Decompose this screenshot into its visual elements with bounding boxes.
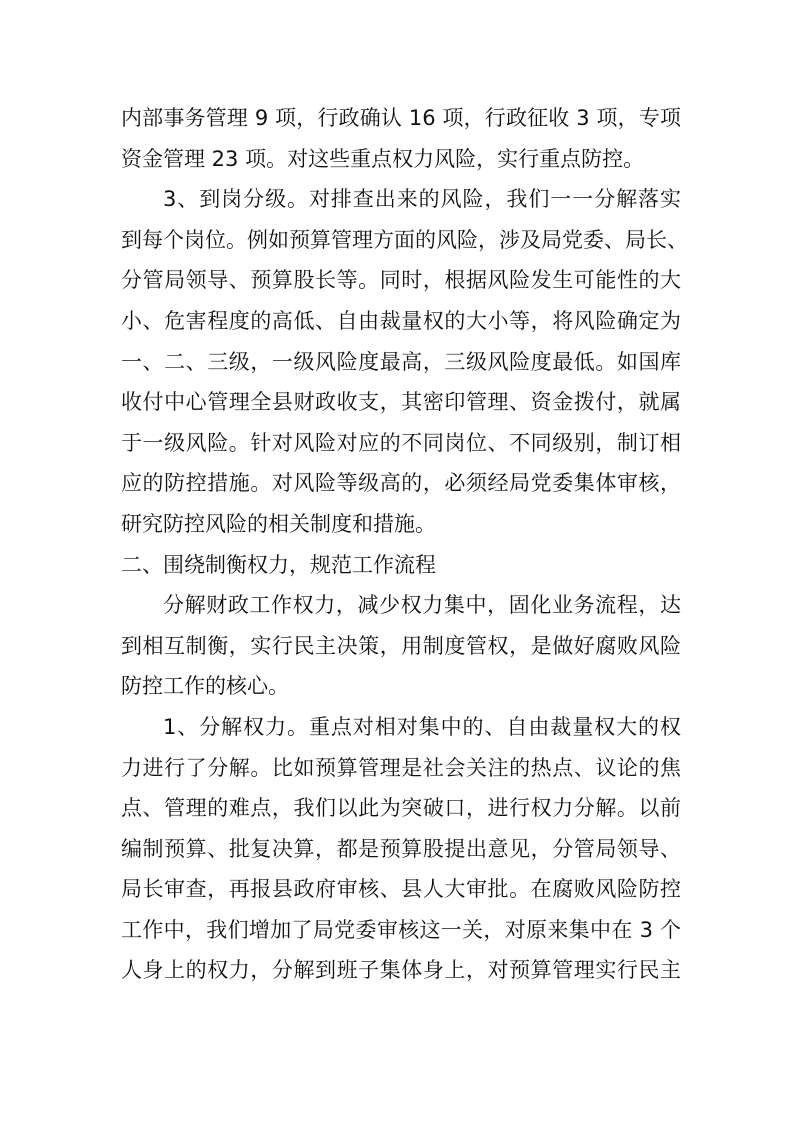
text-line: 内部事务管理 9 项，行政确认 16 项，行政征收 3 项，专项 [121,106,681,130]
text-line: 一、二、三级，一级风险度最高，三级风险度最低。如国库 [121,349,681,374]
text-line: 于一级风险。针对风险对应的不同岗位、不同级别，制订相 [121,430,681,455]
text-line: 小、危害程度的高低、自由裁量权的大小等，将风险确定为 [121,308,681,333]
text-line: 到每个岗位。例如预算管理方面的风险，涉及局党委、局长、 [121,227,688,252]
text-line: 研究防控风险的相关制度和措施。 [121,511,436,536]
document-body [121,98,688,991]
text-line: 分解财政工作权力，减少权力集中，固化业务流程，达 [163,593,681,618]
text-line: 力进行了分解。比如预算管理是社会关注的热点、议论的焦 [121,755,681,780]
text-line: 编制预算、批复决算，都是预算股提出意见，分管局领导、 [121,836,681,861]
text-line: 应的防控措施。对风险等级高的，必须经局党委集体审核， [121,471,681,496]
text-line: 收付中心管理全县财政收支，其密印管理、资金拨付，就属 [121,390,681,415]
text-line: 人身上的权力，分解到班子集体身上，对预算管理实行民主 [121,958,681,983]
text-line: 到相互制衡，实行民主决策，用制度管权，是做好腐败风险 [121,633,681,658]
text-line: 防控工作的核心。 [121,674,289,699]
text-line: 点、管理的难点，我们以此为突破口，进行权力分解。以前 [121,796,681,821]
section-heading: 二、围绕制衡权力，规范工作流程 [121,552,436,577]
text-line: 工作中，我们增加了局党委审核这一关，对原来集中在 3 个 [121,917,681,942]
text-line: 分管局领导、预算股长等。同时，根据风险发生可能性的大 [121,268,681,293]
text-line: 资金管理 23 项。对这些重点权力风险，实行重点防控。 [121,146,645,171]
text-line: 局长审查，再报县政府审核、县人大审批。在腐败风险防控 [121,877,681,902]
text-line: 1、分解权力。重点对相对集中的、自由裁量权大的权 [163,714,681,739]
text-line: 3、到岗分级。对排查出来的风险，我们一一分解落实 [163,187,681,212]
